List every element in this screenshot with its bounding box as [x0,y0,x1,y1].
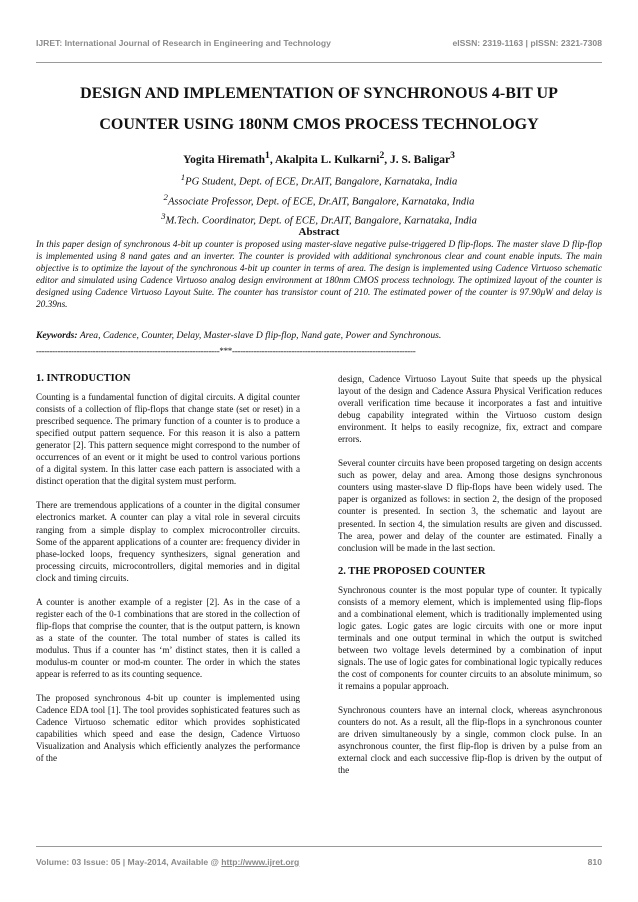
author-name: J. S. Baligar [390,153,451,166]
abstract-text: In this paper design of synchronous 4-bit up counter is proposed using master-slave negative pulse-triggered D flip-flops. The master slave D flip-flop is implemented using 8 nand gates and an inverter. The counter is provided with additional synchronous clear and count enable inputs. The main objective is to optimize the layout of the synchronous 4-bit up counter in terms of area. The design is implemented using Cadence Virtuoso schematic editor and simulated using Cadence Virtuoso analog design environment at 180nm CMOS process technology. The optimized layout of the counter is designed using Cadence Virtuoso Layout Suite. The counter has transistor count of 210. The estimated power of the counter is 97.90μW and delay is 20.39ns. [36,240,602,310]
paragraph: Counting is a fundamental function of digital circuits. A digital counter consists of a collection of flip-flops that change state (set or reset) in a prescribed sequence. The primary function of a counter is to produce a specified output pattern sequence. For this reason it is also a pattern generator [2]. This pattern sequence might correspond to the number of occurrences of an event or it might be used to control various portions of a digital system. In this latter case each pattern is associated with a distinct operation that the digital system must perform. [36,392,300,487]
footer-volume [36,857,299,867]
right-column [338,373,602,788]
affiliation-text: PG Student, Dept. of ECE, Dr.AIT, Bangalore, Karnataka, India [185,176,458,188]
author-sup: 2 [379,150,385,161]
page-number: 810 [587,857,602,867]
paragraph: design, Cadence Virtuoso Layout Suite that speeds up the physical layout of the design and Cadence Assura Physical Verification reduces overall verification time because it incorporates a fast and intuitive debug capability integrated within the Virtuoso custom design environment. It helps to easily recognize, fix, extract and compare errors. [338,374,602,445]
journal-link[interactable]: http://www.ijret.org [221,857,300,867]
affiliation-text: M.Tech. Coordinator, Dept. of ECE, Dr.AIT, Bangalore, Karnataka, India [165,215,477,227]
paragraph: Synchronous counter is the most popular type of counter. It typically consists of a memory element, which is implemented using flip-flops and a combinational element, which is traditionally implemented using logic gates. Logic gates are logic circuits with one or more input terminals and one output terminal in which the output is switched between two voltage levels determined by a combination of input signals. The use of logic gates for combinational logic typically reduces the cost of components for counter circuits to an absolute minimum, so it remains a popular approach. [338,584,602,692]
paragraph: The proposed synchronous 4-bit up counter is implemented using Cadence EDA tool [1]. The tool provides sophisticated features such as Cadence Virtuoso schematic editor which provides sophisticated capabilities which speed and ease the design, Cadence Virtuoso Visualization and Analysis which efficiently analyzes the performance of the [36,693,300,764]
affiliation-sup: 2 [163,191,168,202]
running-footer [36,857,602,867]
section-heading-introduction: 1. INTRODUCTION [36,373,131,384]
paper-title [36,78,602,140]
paragraph: Synchronous counters have an internal clock, whereas asynchronous counters do not. As a result, all the flip-flops in a synchronous counter are driven simultaneously by a single, common clock pulse. In an asynchronous counter, the first flip-flop is driven by a pulse from an external clock and each successive flip-flop is driven by the output of the [338,705,602,776]
author-name: Akalpita L. Kulkarni [274,153,380,166]
affiliation-line [36,190,602,210]
author-sup: 3 [450,150,455,161]
left-column [36,373,300,776]
keywords-text: Area, Cadence, Counter, Delay, Master-slave D flip-flop, Nand gate, Power and Synchronous. [79,330,442,341]
title-line-1: DESIGN AND IMPLEMENTATION OF SYNCHRONOUS 4-BIT UP [80,85,558,102]
title-line-2: COUNTER USING 180NM CMOS PROCESS TECHNOLOGY [99,116,539,133]
section-heading-proposed-counter: 2. THE PROPOSED COUNTER [338,565,486,577]
affiliation-sup: 1 [180,172,186,182]
header-rule [36,62,602,63]
affiliation-text: Associate Professor, Dept. of ECE, Dr.AIT, Bangalore, Karnataka, India [167,196,475,208]
section-divider: --------------------------------------------------------------------***-------------------------------------------------------------------- [36,346,416,356]
running-header [36,38,602,48]
affiliation-line [36,170,602,190]
journal-name: IJRET: International Journal of Research in Engineering and Technology [36,38,331,48]
keywords-label: Keywords: [36,330,78,341]
affiliations [36,170,602,229]
author-sup: 1 [265,150,270,161]
abstract-heading: Abstract [298,226,340,238]
author-sep: , [384,153,390,166]
keywords [36,330,602,341]
affiliation-sup: 3 [161,211,166,222]
author-list [36,150,602,166]
author-sep: , [269,153,275,166]
paragraph: Several counter circuits have been proposed targeting on design accents such as power, delay and area. Among those designs synchronous counters using master-slave D flip-flops have been widely used. The paper is organized as follows: in section 2, the design of the proposed counter is presented. In section 3, the schematic and layout are presented. In section 4, the simulation results are given and discussed. The area, power and delay of the counter are estimated. Finally a conclusion will be made in the last section. [338,458,602,553]
paragraph: There are tremendous applications of a counter in the digital consumer electronics market. A counter can play a vital role in several circuits ranging from a simple display to complex microcontroller circuits. Some of the apparent applications of a counter are: frequency divider in phase-locked loops, frequency synthesizers, signal generation and processing circuits, microcontrollers, digital memories and in digital clock and timing circuits. [36,500,300,583]
footer-volume-text: Volume: 03 Issue: 05 | May-2014, Available @ [36,857,222,867]
issn-info: eISSN: 2319-1163 | pISSN: 2321-7308 [452,38,602,48]
paragraph: A counter is another example of a register [2]. As in the case of a register each of the 0-1 combinations that are stored in the collection of flip-flops that comprise the counter, that is the output pattern, is known as a state of the counter. The total number of states is called its modulus. Thus if a counter has ‘m’ distinct states, then it is called a modulus-m counter or mod-m counter. The order in which the states appear is referred to as its counting sequence. [36,596,300,680]
footer-rule [36,846,602,847]
author-name: Yogita Hiremath [183,153,266,166]
